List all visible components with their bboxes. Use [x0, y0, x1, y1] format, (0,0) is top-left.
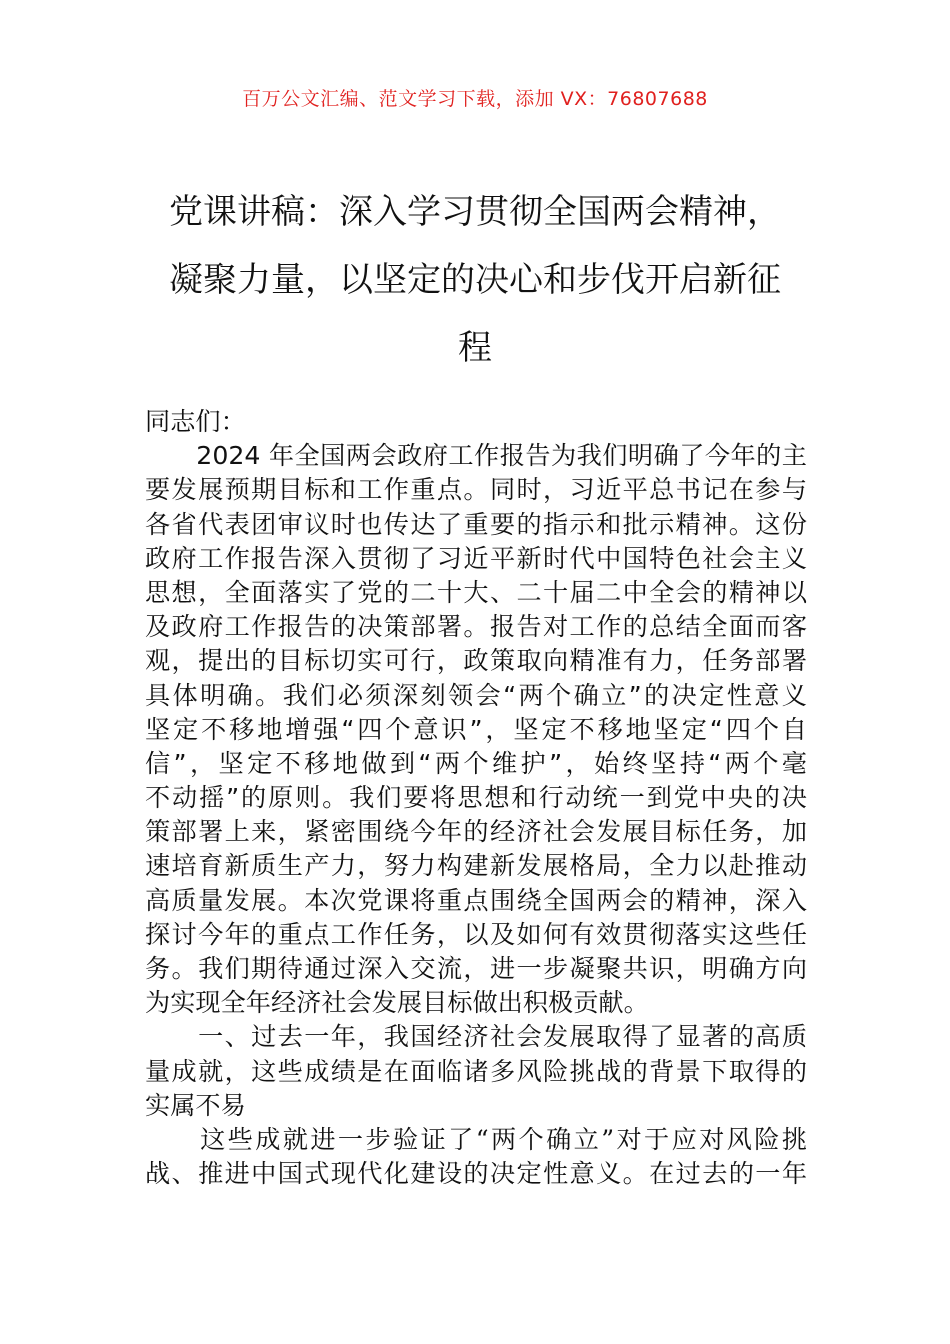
paragraph-line: 各省代表团审议时也传达了重要的指示和批示精神。这份: [145, 509, 807, 539]
title-line: 党课讲稿：深入学习贯彻全国两会精神，: [169, 192, 781, 232]
paragraph-line: 策部署上来，紧密围绕今年的经济社会发展目标任务，加: [145, 817, 807, 847]
paragraph-line: 坚定不移地增强“四个意识”，坚定不移地坚定“四个自: [145, 714, 807, 744]
paragraph-line: 探讨今年的重点工作任务，以及如何有效贯彻落实这些任: [145, 919, 807, 949]
paragraph-line: 速培育新质生产力，努力构建新发展格局，全力以赴推动: [145, 851, 807, 881]
salutation: 同志们：: [145, 407, 246, 436]
section-heading-line: 实属不易: [145, 1090, 246, 1120]
paragraph-line: 及政府工作报告的决策部署。报告对工作的总结全面而客: [145, 612, 807, 642]
paragraph-line: 观，提出的目标切实可行，政策取向精准有力，任务部署: [145, 646, 807, 676]
paragraph-line: 不动摇”的原则。我们要将思想和行动统一到党中央的决: [145, 783, 807, 813]
paragraph-line: 为实现全年经济社会发展目标做出积极贡献。: [145, 988, 649, 1018]
paragraph-line: 思想，全面落实了党的二十大、二十届二中全会的精神以: [145, 577, 807, 607]
document-body: [145, 405, 807, 1191]
paragraph-line: 战、推进中国式现代化建设的决定性意义。在过去的一年: [145, 1159, 807, 1189]
paragraph-line: 2024 年全国两会政府工作报告为我们明确了今年的主: [145, 441, 807, 471]
title-line: 程: [458, 328, 492, 368]
section-heading-line: 一、过去一年，我国经济社会发展取得了显著的高质: [145, 1022, 807, 1052]
paragraph-line: 具体明确。我们必须深刻领会“两个确立”的决定性意义: [145, 680, 807, 710]
paragraph-line: 务。我们期待通过深入交流，进一步凝聚共识，明确方向: [145, 954, 807, 983]
title-line: 凝聚力量，以坚定的决心和步伐开启新征: [169, 260, 781, 300]
paragraph-line: 政府工作报告深入贯彻了习近平新时代中国特色社会主义: [145, 543, 807, 573]
paragraph-line: 这些成就进一步验证了“两个确立”对于应对风险挑: [145, 1124, 807, 1154]
paragraph-line: 要发展预期目标和工作重点。同时，习近平总书记在参与: [145, 475, 807, 505]
paragraph-line: 信”，坚定不移地做到“两个维护”，始终坚持“两个毫: [145, 748, 807, 778]
paragraph-line: 高质量发展。本次党课将重点围绕全国两会的精神，深入: [145, 885, 807, 915]
section-heading-line: 量成就，这些成绩是在面临诸多风险挑战的背景下取得的: [145, 1056, 807, 1086]
watermark-notice: 百万公文汇编、范文学习下载，添加 VX：76807688: [242, 88, 708, 110]
document-title: [140, 178, 810, 382]
